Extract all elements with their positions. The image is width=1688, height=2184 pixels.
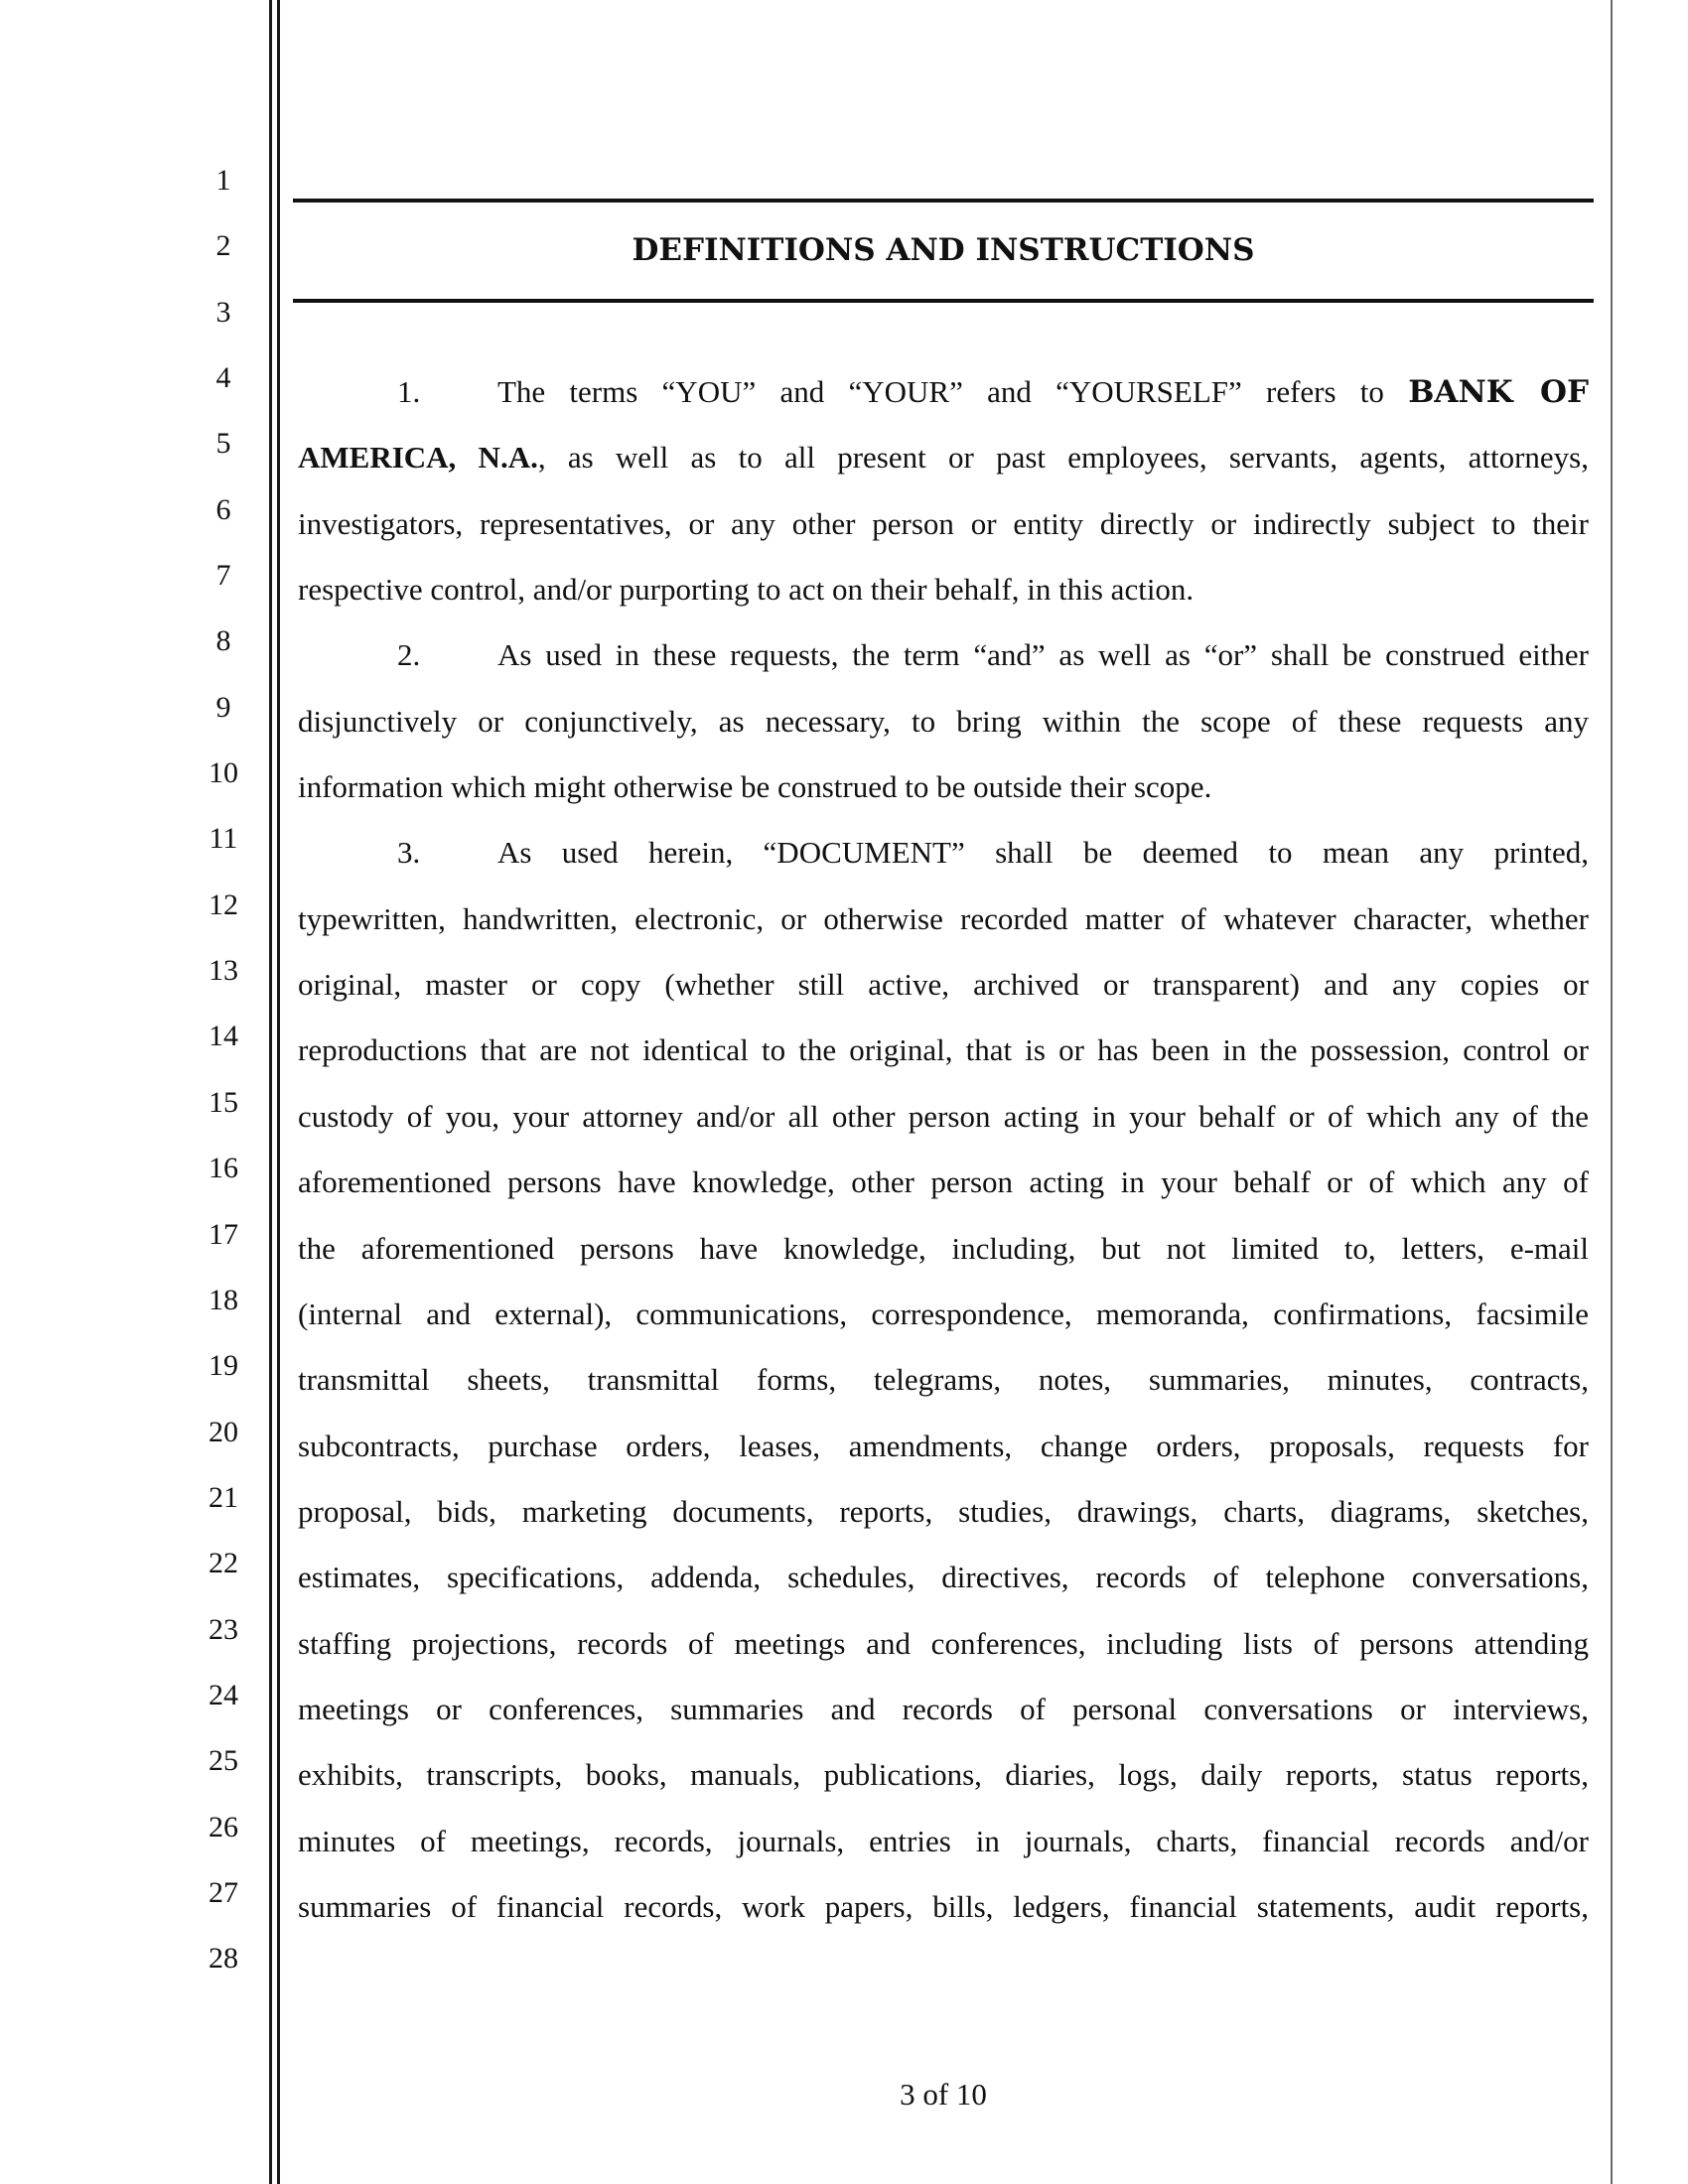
body-line: transmittal sheets, transmittal forms, telegrams, notes, summaries, minutes, contracts, — [298, 1362, 1589, 1397]
page-number: 3 of 10 — [900, 2077, 987, 2112]
body-line: investigators, representatives, or any other person or entity directly or indirectly subject to their — [298, 506, 1589, 541]
line-number: 11 — [209, 822, 238, 855]
body-text: As used in these requests, the term “and” as well as “or” shall be construed either — [497, 637, 1589, 672]
line-number: 4 — [215, 361, 231, 394]
left-margin-rule-outer — [269, 0, 272, 2184]
heading-rule-bottom — [293, 299, 1594, 303]
line-number: 7 — [215, 559, 231, 592]
body-text: , as well as to all present or past employees, servants, agents, attorneys, — [537, 440, 1589, 475]
line-number: 21 — [209, 1481, 238, 1514]
body-line: disjunctively or conjunctively, as necessary, to bring within the scope of these requests any — [298, 704, 1589, 739]
body-line — [298, 833, 1589, 873]
body-line: estimates, specifications, addenda, schedules, directives, records of telephone conversations, — [298, 1560, 1589, 1594]
line-number: 18 — [209, 1284, 238, 1316]
line-number: 24 — [209, 1679, 238, 1711]
body-line: original, master or copy (whether still active, archived or transparent) and any copies or — [298, 967, 1589, 1002]
body-line: aforementioned persons have knowledge, other person acting in your behalf or of which any of — [298, 1164, 1589, 1199]
body-line: information which might otherwise be construed to be outside their scope. — [298, 769, 1212, 804]
body-line: exhibits, transcripts, books, manuals, publications, diaries, logs, daily reports, status reports, — [298, 1757, 1589, 1792]
left-margin-rule-inner — [277, 0, 280, 2184]
line-number: 19 — [209, 1349, 238, 1382]
line-number: 22 — [209, 1547, 238, 1579]
line-number: 6 — [215, 493, 231, 526]
line-number: 3 — [215, 296, 231, 329]
body-line: subcontracts, purchase orders, leases, amendments, change orders, proposals, requests for — [298, 1429, 1589, 1463]
body-line — [298, 372, 1589, 412]
body-text: As used herein, “DOCUMENT” shall be deemed to mean any printed, — [497, 835, 1589, 870]
paragraph-number: 2. — [397, 637, 421, 672]
line-number: 27 — [209, 1876, 238, 1909]
body-line — [298, 438, 1589, 478]
body-line: reproductions that are not identical to the original, that is or has been in the possession, control or — [298, 1032, 1589, 1067]
section-heading: DEFINITIONS AND INSTRUCTIONS — [632, 232, 1255, 268]
line-number: 25 — [209, 1744, 238, 1777]
body-line: respective control, and/or purporting to act on their behalf, in this action. — [298, 572, 1195, 607]
line-number: 16 — [209, 1152, 238, 1184]
line-number: 10 — [209, 756, 238, 789]
party-name: AMERICA, N.A. — [298, 440, 538, 475]
line-number: 28 — [209, 1942, 238, 1975]
line-number: 8 — [215, 624, 231, 657]
line-number: 26 — [209, 1811, 238, 1843]
body-line: staffing projections, records of meetings and conferences, including lists of persons attending — [298, 1626, 1589, 1661]
paragraph-number: 1. — [397, 374, 421, 409]
heading-rule-top — [293, 199, 1594, 203]
line-number: 14 — [209, 1020, 238, 1052]
party-name: BANK OF — [1408, 374, 1590, 410]
paragraph-number: 3. — [397, 835, 421, 870]
line-number: 20 — [209, 1416, 238, 1448]
body-line: meetings or conferences, summaries and records of personal conversations or interviews, — [298, 1692, 1589, 1726]
body-line: (internal and external), communications, correspondence, memoranda, confirmations, facsimile — [298, 1297, 1589, 1331]
line-number: 2 — [215, 229, 231, 262]
right-margin-rule — [1611, 0, 1613, 2184]
line-number: 17 — [209, 1218, 238, 1251]
body-line: summaries of financial records, work papers, bills, ledgers, financial statements, audit reports, — [298, 1889, 1589, 1924]
body-line: the aforementioned persons have knowledge, including, but not limited to, letters, e-mail — [298, 1231, 1589, 1266]
body-text: The terms “YOU” and “YOUR” and “YOURSELF” refers to — [497, 374, 1384, 409]
line-number: 13 — [209, 954, 238, 987]
body-line: proposal, bids, marketing documents, reports, studies, drawings, charts, diagrams, sketches, — [298, 1494, 1589, 1529]
body-line: typewritten, handwritten, electronic, or otherwise recorded matter of whatever character, whether — [298, 901, 1589, 936]
line-number: 1 — [215, 164, 231, 197]
line-number: 9 — [215, 691, 231, 724]
line-number: 5 — [215, 427, 231, 460]
line-number: 15 — [209, 1086, 238, 1119]
body-line: custody of you, your attorney and/or all other person acting in your behalf or of which any of the — [298, 1099, 1589, 1134]
line-number: 23 — [209, 1613, 238, 1646]
body-line: minutes of meetings, records, journals, entries in journals, charts, financial records and/or — [298, 1824, 1589, 1858]
line-number: 12 — [209, 888, 238, 921]
body-line — [298, 635, 1589, 675]
